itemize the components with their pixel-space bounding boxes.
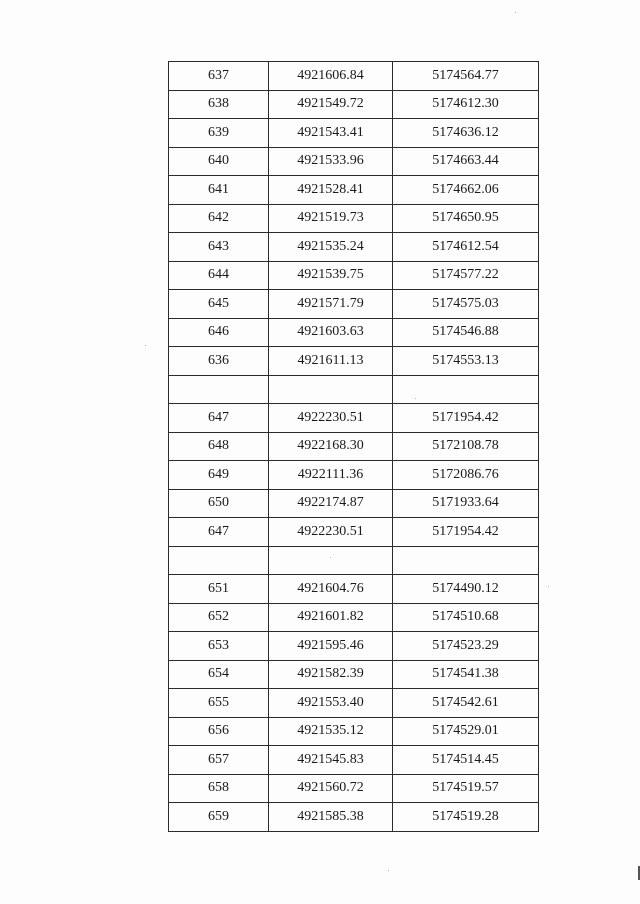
- y-coordinate-cell: 5174510.68: [393, 603, 539, 632]
- x-coordinate-cell: 4921535.24: [269, 233, 393, 262]
- point-id-cell: 650: [169, 489, 269, 518]
- x-coordinate-cell: 4921571.79: [269, 290, 393, 319]
- y-coordinate-cell: 5174636.12: [393, 119, 539, 148]
- y-coordinate-cell: 5174542.61: [393, 689, 539, 718]
- x-coordinate-cell: 4921603.63: [269, 318, 393, 347]
- y-coordinate-cell: 5174541.38: [393, 660, 539, 689]
- table-row: [169, 746, 539, 775]
- y-coordinate-cell: 5174529.01: [393, 717, 539, 746]
- y-coordinate-cell: 5174514.45: [393, 746, 539, 775]
- y-coordinate-cell: 5172086.76: [393, 461, 539, 490]
- coordinate-table: [168, 61, 539, 832]
- point-id-cell: 656: [169, 717, 269, 746]
- y-coordinate-cell: 5174650.95: [393, 204, 539, 233]
- x-coordinate-cell: 4921519.73: [269, 204, 393, 233]
- table-row: [169, 318, 539, 347]
- point-id-cell: 641: [169, 176, 269, 205]
- table-row: [169, 603, 539, 632]
- x-coordinate-cell: 4921539.75: [269, 261, 393, 290]
- x-coordinate-cell: 4921560.72: [269, 774, 393, 803]
- point-id-cell: 637: [169, 62, 269, 91]
- table-row: [169, 632, 539, 661]
- y-coordinate-cell: 5174519.28: [393, 803, 539, 832]
- x-coordinate-cell: 4921549.72: [269, 90, 393, 119]
- point-id-cell: 654: [169, 660, 269, 689]
- point-id-cell: 647: [169, 404, 269, 433]
- y-coordinate-cell: 5171933.64: [393, 489, 539, 518]
- y-coordinate-cell: 5174663.44: [393, 147, 539, 176]
- point-id-cell: [169, 546, 269, 575]
- y-coordinate-cell: 5174662.06: [393, 176, 539, 205]
- table-row: [169, 575, 539, 604]
- point-id-cell: 647: [169, 518, 269, 547]
- point-id-cell: 653: [169, 632, 269, 661]
- y-coordinate-cell: 5174612.30: [393, 90, 539, 119]
- point-id-cell: 658: [169, 774, 269, 803]
- y-coordinate-cell: 5174519.57: [393, 774, 539, 803]
- y-coordinate-cell: 5174575.03: [393, 290, 539, 319]
- y-coordinate-cell: 5171954.42: [393, 518, 539, 547]
- x-coordinate-cell: 4921595.46: [269, 632, 393, 661]
- point-id-cell: 638: [169, 90, 269, 119]
- table-row: [169, 803, 539, 832]
- scan-speck: [515, 12, 516, 13]
- x-coordinate-cell: 4921582.39: [269, 660, 393, 689]
- point-id-cell: 657: [169, 746, 269, 775]
- scan-speck: [388, 870, 389, 871]
- y-coordinate-cell: [393, 375, 539, 404]
- table-row: [169, 717, 539, 746]
- table-row: [169, 518, 539, 547]
- table-row: [169, 461, 539, 490]
- x-coordinate-cell: 4921533.96: [269, 147, 393, 176]
- x-coordinate-cell: 4921545.83: [269, 746, 393, 775]
- y-coordinate-cell: [393, 546, 539, 575]
- x-coordinate-cell: 4921528.41: [269, 176, 393, 205]
- point-id-cell: 648: [169, 432, 269, 461]
- table-row: [169, 432, 539, 461]
- y-coordinate-cell: 5174564.77: [393, 62, 539, 91]
- separator-row: [169, 375, 539, 404]
- x-coordinate-cell: 4922168.30: [269, 432, 393, 461]
- y-coordinate-cell: 5171954.42: [393, 404, 539, 433]
- point-id-cell: 655: [169, 689, 269, 718]
- table-row: [169, 62, 539, 91]
- table-row: [169, 489, 539, 518]
- x-coordinate-cell: 4921535.12: [269, 717, 393, 746]
- point-id-cell: 642: [169, 204, 269, 233]
- point-id-cell: 652: [169, 603, 269, 632]
- table-row: [169, 404, 539, 433]
- point-id-cell: 636: [169, 347, 269, 376]
- scan-speck: [145, 345, 146, 346]
- y-coordinate-cell: 5172108.78: [393, 432, 539, 461]
- table-row: [169, 90, 539, 119]
- x-coordinate-cell: 4921553.40: [269, 689, 393, 718]
- x-coordinate-cell: 4921601.82: [269, 603, 393, 632]
- point-id-cell: 646: [169, 318, 269, 347]
- point-id-cell: 639: [169, 119, 269, 148]
- x-coordinate-cell: 4922111.36: [269, 461, 393, 490]
- table-row: [169, 290, 539, 319]
- y-coordinate-cell: 5174612.54: [393, 233, 539, 262]
- point-id-cell: 640: [169, 147, 269, 176]
- y-coordinate-cell: 5174490.12: [393, 575, 539, 604]
- y-coordinate-cell: 5174546.88: [393, 318, 539, 347]
- scan-speck: [548, 586, 549, 587]
- y-coordinate-cell: 5174577.22: [393, 261, 539, 290]
- x-coordinate-cell: 4921604.76: [269, 575, 393, 604]
- x-coordinate-cell: 4922174.87: [269, 489, 393, 518]
- separator-row: [169, 546, 539, 575]
- x-coordinate-cell: 4922230.51: [269, 518, 393, 547]
- table-row: [169, 261, 539, 290]
- table-row: [169, 774, 539, 803]
- point-id-cell: 649: [169, 461, 269, 490]
- x-coordinate-cell: 4921606.84: [269, 62, 393, 91]
- point-id-cell: [169, 375, 269, 404]
- table-row: [169, 689, 539, 718]
- table-row: [169, 233, 539, 262]
- y-coordinate-cell: 5174523.29: [393, 632, 539, 661]
- scan-speck: [415, 398, 416, 399]
- table-row: [169, 204, 539, 233]
- point-id-cell: 651: [169, 575, 269, 604]
- x-coordinate-cell: 4921543.41: [269, 119, 393, 148]
- point-id-cell: 643: [169, 233, 269, 262]
- x-coordinate-cell: 4921585.38: [269, 803, 393, 832]
- point-id-cell: 644: [169, 261, 269, 290]
- x-coordinate-cell: [269, 375, 393, 404]
- scan-speck: [330, 557, 331, 558]
- x-coordinate-cell: 4921611.13: [269, 347, 393, 376]
- point-id-cell: 659: [169, 803, 269, 832]
- table-row: [169, 147, 539, 176]
- table-row: [169, 347, 539, 376]
- table-row: [169, 119, 539, 148]
- point-id-cell: 645: [169, 290, 269, 319]
- x-coordinate-cell: [269, 546, 393, 575]
- table-row: [169, 176, 539, 205]
- x-coordinate-cell: 4922230.51: [269, 404, 393, 433]
- y-coordinate-cell: 5174553.13: [393, 347, 539, 376]
- table-row: [169, 660, 539, 689]
